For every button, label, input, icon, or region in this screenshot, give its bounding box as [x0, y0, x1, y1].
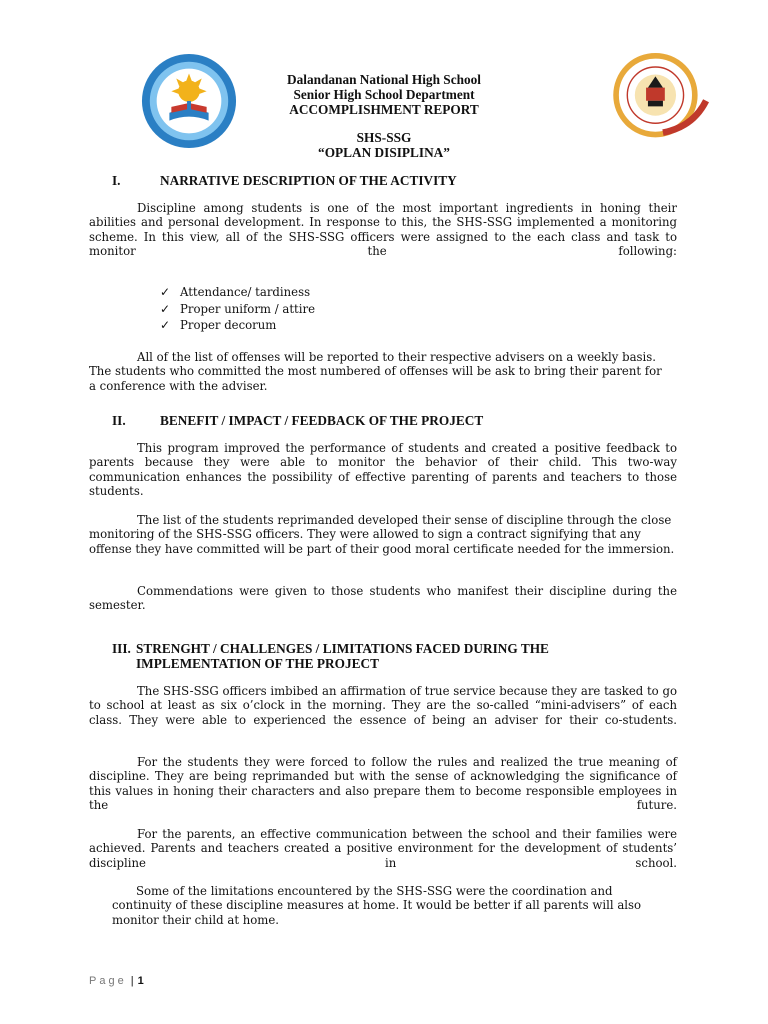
section-2-paragraph-1: This program improved the performance of students and created a positive feedback to parents because they were able to monitor the behavior of their child. This two-way communication enhances the possibility of effective parenting of parents and teachers to those students.: [89, 441, 677, 499]
school-name: Dalandanan National High School: [287, 72, 481, 87]
section-1-heading: NARRATIVE DESCRIPTION OF THE ACTIVITY: [160, 173, 457, 188]
monitoring-list: [160, 284, 315, 334]
section-1-number: I.: [112, 173, 121, 188]
section-3-paragraph-3: For the parents, an effective communication between the school and their families were achieved. Parents and teachers created a positive environment for the development of students’ discipline in school.: [89, 827, 677, 870]
section-3-paragraph-2: For the students they were forced to follow the rules and realized the true meaning of discipline. They are being reprimanded but with the sense of acknowledging the significance of this values in honing their characters and also prepare them to become responsible employees in the future.: [89, 755, 677, 813]
section-2-number: II.: [112, 413, 126, 428]
report-type: ACCOMPLISHMENT REPORT: [289, 102, 479, 117]
school-logo: [140, 52, 238, 150]
department-name: Senior High School Department: [293, 87, 475, 102]
report-title: SHS-SSG: [356, 130, 412, 145]
check-icon: ✓: [160, 301, 171, 316]
division-seal: [610, 52, 714, 142]
section-1-paragraph-2: All of the list of offenses will be reported to their respective advisers on a weekly basis. The students who committed the most numbered of offenses will be ask to bring their parent for a conference with the adviser.: [89, 350, 662, 393]
page-number: 1: [137, 975, 144, 987]
section-3-heading-line-1: STRENGHT / CHALLENGES / LIMITATIONS FACED DURING THE: [136, 641, 549, 656]
page-label: Page: [89, 975, 127, 987]
check-icon: ✓: [160, 285, 171, 299]
list-item: ✓ Proper decorum: [160, 318, 277, 333]
section-1-paragraph-1: Discipline among students is one of the most important ingredients in honing their abilities and personal development. In response to this, the SHS-SSG implemented a monitoring scheme. In this view, all of the SHS-SSG officers were assigned to the each class and task to monitor the following:: [89, 201, 677, 259]
section-2-heading: BENEFIT / IMPACT / FEEDBACK OF THE PROJECT: [160, 413, 484, 428]
section-3-heading-line-2: IMPLEMENTATION OF THE PROJECT: [136, 656, 379, 671]
report-subtitle: “OPLAN DISIPLINA”: [318, 145, 450, 160]
page-footer: Page | 1: [89, 975, 144, 987]
list-item: ✓ Proper uniform / attire: [160, 301, 315, 316]
check-icon: ✓: [160, 318, 171, 333]
section-3-paragraph-1: The SHS-SSG officers imbibed an affirmation of true service because they are tasked to go to school at least as six o’clock in the morning. They are the so-called “mini-advisers” of each class. They were able to experienced the essence of being an adviser for their co-students.: [89, 684, 677, 727]
list-item: ✓ Attendance/ tardiness: [160, 285, 311, 299]
section-3-number: III.: [112, 641, 131, 656]
section-3-paragraph-4: Some of the limitations encountered by the SHS-SSG were the coordination and continuity of these discipline measures at home. It would be better if all parents will also monitor their child at home.: [112, 884, 642, 927]
section-2-paragraph-3: Commendations were given to those students who manifest their discipline during the semester.: [89, 584, 677, 613]
section-2-paragraph-2: The list of the students reprimanded developed their sense of discipline through the close monitoring of the SHS-SSG officers. They were allowed to sign a contract signifying that any offense they have committed will be part of their good moral certificate needed for the immersion.: [89, 513, 675, 556]
